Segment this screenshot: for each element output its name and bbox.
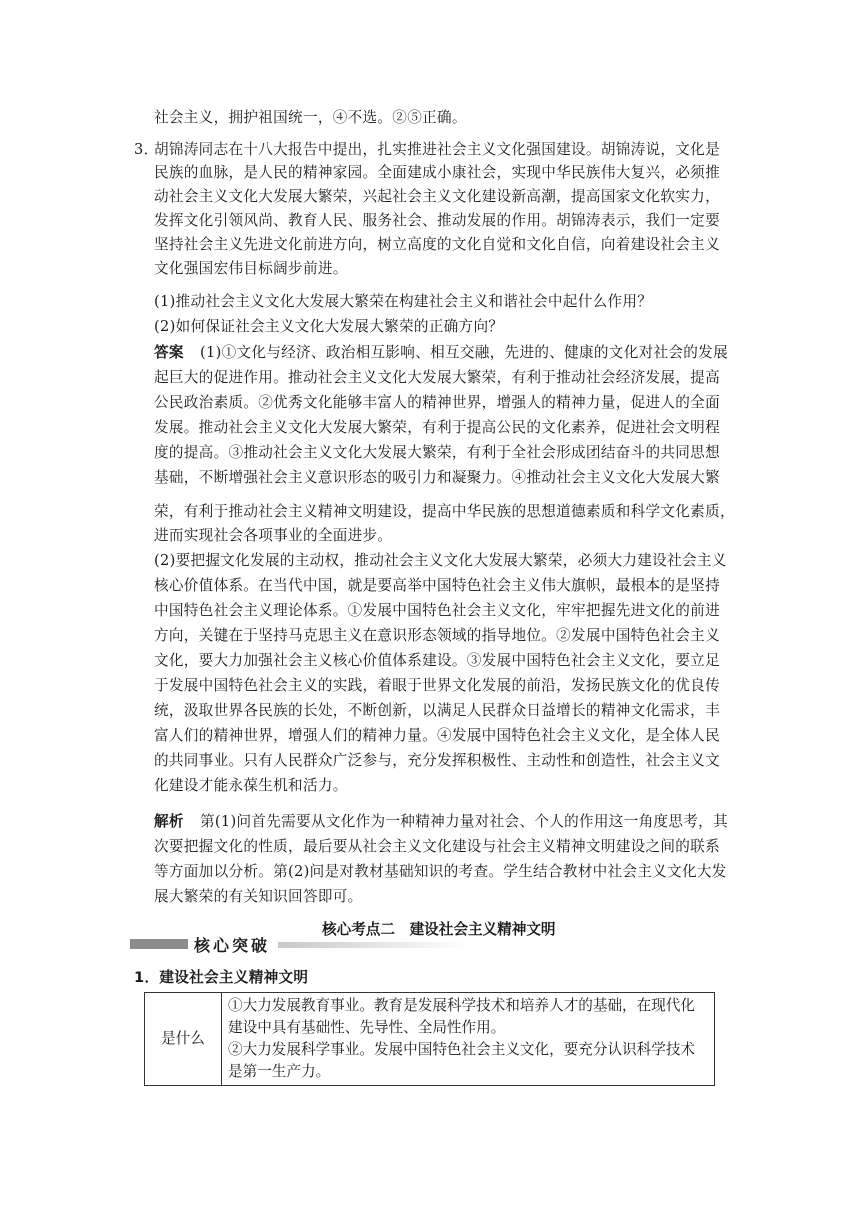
text-line: 的共同事业。只有人民群众广泛参与，充分发挥积极性、主动性和创造性，社会主义文 bbox=[154, 752, 720, 769]
text-line: 基础，不断增强社会主义意识形态的吸引力和凝聚力。④推动社会主义文化大发展大繁 bbox=[154, 469, 720, 486]
text-line: 次要把握文化的性质，最后要从社会主义文化建设与社会主义精神文明建设之间的联系 bbox=[154, 838, 720, 855]
core-heading-banner bbox=[130, 936, 470, 955]
section-title: 核心考点二 建设社会主义精神文明 bbox=[322, 921, 556, 938]
table-line: 建设中具有基础性、先导性、全局性作用。 bbox=[228, 1019, 506, 1036]
banner-label: 核心突破 bbox=[194, 936, 271, 955]
text-line: 度的提高。③推动社会主义文化大发展大繁荣，有利于全社会形成团结奋斗的共同思想 bbox=[154, 444, 720, 461]
text-line: 胡锦涛同志在十八大报告中提出，扎实推进社会主义文化强国建设。胡锦涛说，文化是 bbox=[154, 141, 720, 158]
analysis-label: 解析 bbox=[154, 813, 184, 830]
table-row bbox=[145, 993, 715, 1086]
text-line: 核心价值体系。在当代中国，就是要高举中国特色社会主义伟大旗帜，最根本的是坚持 bbox=[154, 577, 720, 594]
text-line: 方向，关键在于坚持马克思主义在意识形态领域的指导地位。②发展中国特色社会主义 bbox=[154, 627, 720, 644]
text-line: 等方面加以分析。第(2)问是对教材基础知识的考查。学生结合教材中社会主义文化大发 bbox=[154, 863, 727, 880]
text-line: 社会主义，拥护祖国统一，④不选。②⑤正确。 bbox=[154, 109, 467, 126]
text-line: 民族的血脉，是人民的精神家园。全面建成小康社会，实现中华民族伟大复兴，必须推 bbox=[154, 164, 720, 181]
text-line: 发挥文化引领风尚、教育人民、服务社会、推动发展的作用。胡锦涛表示，我们一定要 bbox=[154, 212, 720, 229]
text-line: 中国特色社会主义理论体系。①发展中国特色社会主义文化，牢牢把握先进文化的前进 bbox=[154, 602, 720, 619]
text-line: 统，汲取世界各民族的长处，不断创新，以满足人民群众日益增长的精神文化需求，丰 bbox=[154, 702, 720, 719]
question-part-1: (1)推动社会主义文化大发展大繁荣在构建社会主义和谐社会中起什么作用？ bbox=[154, 293, 653, 310]
banner-fade bbox=[278, 942, 468, 948]
table-content bbox=[222, 993, 715, 1086]
text-line: (1)①文化与经济、政治相互影响、相互交融，先进的、健康的文化对社会的发展 bbox=[200, 344, 728, 361]
sub-heading: 1．建设社会主义精神文明 bbox=[134, 969, 309, 986]
text-line: 发展。推动社会主义文化大发展大繁荣，有利于提高公民的文化素养，促进社会文明程 bbox=[154, 419, 720, 436]
text-line: 化建设才能永葆生机和活力。 bbox=[154, 777, 348, 794]
answer-label: 答案 bbox=[154, 344, 184, 361]
text-line: 第(1)问首先需要从文化作为一种精神力量对社会、个人的作用这一角度思考，其 bbox=[200, 813, 728, 830]
definition-table bbox=[144, 992, 715, 1086]
text-line: 公民政治素质。②优秀文化能够丰富人的精神世界，增强人的精神力量，促进人的全面 bbox=[154, 394, 720, 411]
text-line: (2)要把握文化发展的主动权，推动社会主义文化大发展大繁荣，必须大力建设社会主义 bbox=[154, 552, 727, 569]
text-line: 展大繁荣的有关知识回答即可。 bbox=[154, 888, 363, 905]
table-line: ②大力发展科学事业。发展中国特色社会主义文化，要充分认识科学技术 bbox=[228, 1041, 696, 1058]
text-line: 于发展中国特色社会主义的实践，着眼于世界文化发展的前沿，发扬民族文化的优良传 bbox=[154, 677, 720, 694]
text-line: 进而实现社会各项事业的全面进步。 bbox=[154, 527, 393, 544]
table-line: 是第一生产力。 bbox=[228, 1063, 331, 1080]
text-line: 坚持社会主义先进文化前进方向，树立高度的文化自觉和文化自信，向着建设社会主义 bbox=[154, 236, 720, 253]
text-line: 文化，要大力加强社会主义核心价值体系建设。③发展中国特色社会主义文化，要立足 bbox=[154, 652, 720, 669]
text-line: 荣，有利于推动社会主义精神文明建设，提高中华民族的思想道德素质和科学文化素质， bbox=[154, 503, 735, 520]
question-number: 3． bbox=[134, 141, 159, 158]
table-line: ①大力发展教育事业。教育是发展科学技术和培养人才的基础，在现代化 bbox=[228, 997, 696, 1014]
text-line: 文化强国宏伟目标阔步前进。 bbox=[154, 260, 348, 277]
table-key: 是什么 bbox=[145, 993, 222, 1086]
text-line: 起巨大的促进作用。推动社会主义文化大发展大繁荣，有利于推动社会经济发展，提高 bbox=[154, 369, 720, 386]
text-line: 富人们的精神世界，增强人们的精神力量。④发展中国特色社会主义文化，是全体人民 bbox=[154, 727, 720, 744]
question-part-2: (2)如何保证社会主义文化大发展大繁荣的正确方向？ bbox=[154, 318, 504, 335]
banner-bar bbox=[130, 939, 188, 949]
text-line: 动社会主义文化大发展大繁荣，兴起社会主义文化建设新高潮，提高国家文化软实力， bbox=[154, 188, 720, 205]
